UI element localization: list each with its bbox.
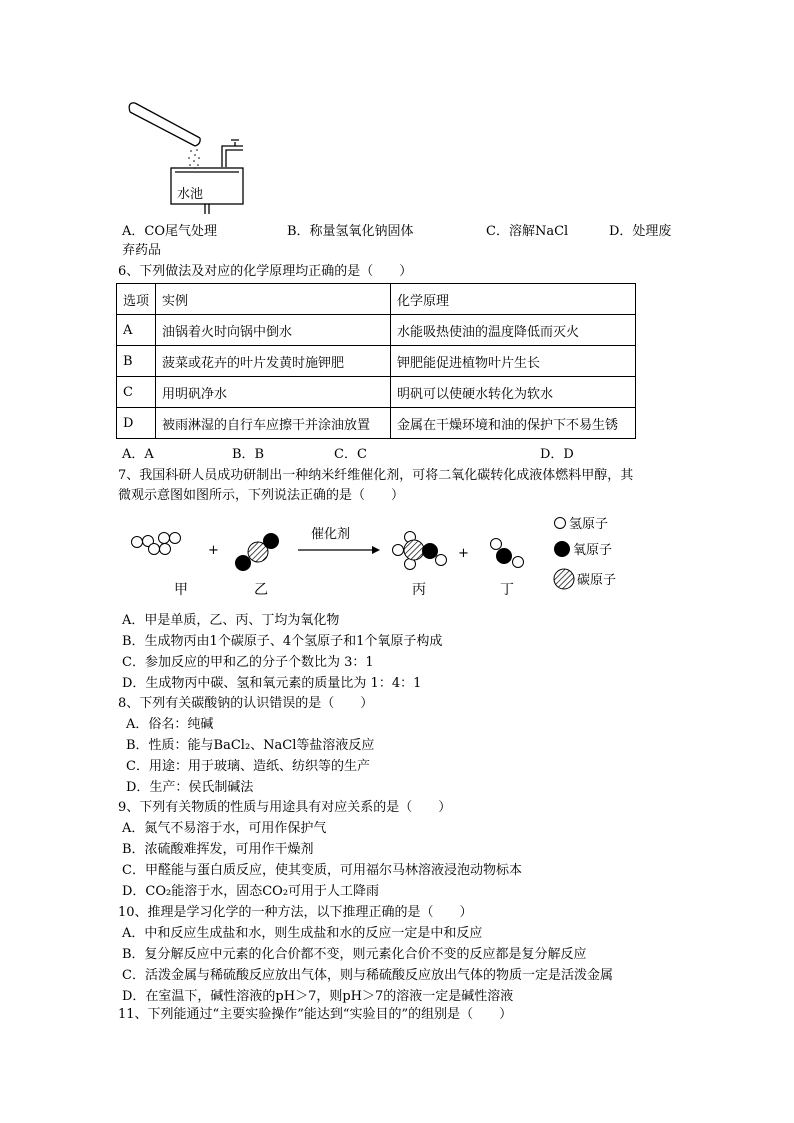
table-cell: 菠菜或花卉的叶片发黄时施钾肥 bbox=[156, 346, 391, 377]
water-molecule-icon bbox=[491, 539, 524, 568]
q9-option-a: A．氮气不易溶于水，可用作保护气 bbox=[122, 821, 327, 836]
carbon-atom-icon bbox=[554, 569, 574, 589]
water-tap-icon bbox=[222, 140, 243, 167]
q7-option-b: B．生成物丙由1个碳原子、4个氢原子和1个氧原子构成 bbox=[122, 634, 443, 649]
q5-option-a: A．CO尾气处理 bbox=[122, 224, 217, 239]
legend bbox=[554, 517, 616, 589]
plus-sign: + bbox=[208, 543, 219, 558]
table-cell: 水能吸热使油的温度降低而灭火 bbox=[391, 315, 636, 346]
table-cell: 明矾可以使硬水转化为软水 bbox=[391, 377, 636, 408]
q9-option-c: C．甲醛能与蛋白质反应，使其变质，可用福尔马林溶液浸泡动物标本 bbox=[122, 863, 522, 878]
q8-option-a: A．俗名：纯碱 bbox=[126, 717, 214, 732]
q6-stem: 6、下列做法及对应的化学原理均正确的是（ ） bbox=[118, 264, 413, 279]
table-row bbox=[117, 346, 636, 377]
plus-sign: + bbox=[458, 546, 469, 561]
q10-option-d: D．在室温下，碱性溶液的pH＞7，则pH＞7的溶液一定是碱性溶液 bbox=[122, 989, 514, 1004]
catalyst-label: 催化剂 bbox=[311, 527, 351, 542]
oxygen-atom-icon bbox=[555, 542, 570, 557]
table-cell: B bbox=[117, 346, 156, 377]
table-header-cell: 选项 bbox=[117, 284, 156, 315]
reactant-jia-label: 甲 bbox=[174, 582, 188, 598]
q7-stem-line1: 7、我国科研人员成功研制出一种纳米纤维催化剂，可将二氧化碳转化成液体燃料甲醇，其 bbox=[118, 468, 634, 483]
q11-stem: 11、下列能通过“主要实验操作”能达到“实验目的”的组别是（ ） bbox=[118, 1007, 513, 1022]
table-cell: 金属在干燥环境和油的保护下不易生锈 bbox=[391, 408, 636, 439]
q6-option-a: A．A bbox=[122, 447, 154, 462]
q7-option-d: D．生成物丙中碳、氢和氧元素的质量比为 1：4：1 bbox=[122, 676, 422, 691]
table-cell: 被雨淋湿的自行车应擦干并涂油放置 bbox=[156, 408, 391, 439]
q10-option-b: B．复分解反应中元素的化合价都不变，则元素化合价不变的反应都是复分解反应 bbox=[122, 947, 587, 962]
table-header-cell: 实例 bbox=[156, 284, 391, 315]
table-cell: 钾肥能促进植物叶片生长 bbox=[391, 346, 636, 377]
table-row bbox=[117, 377, 636, 408]
liquid-drops-icon bbox=[188, 149, 200, 169]
q6-option-c: C．C bbox=[334, 447, 367, 462]
table-header-cell: 化学原理 bbox=[391, 284, 636, 315]
table-cell: 油锅着火时向锅中倒水 bbox=[156, 315, 391, 346]
q9-option-d: D．CO₂能溶于水，固态CO₂可用于人工降雨 bbox=[122, 884, 380, 899]
q6-option-d: D．D bbox=[540, 447, 574, 462]
table-cell: 用明矾净水 bbox=[156, 377, 391, 408]
waste-disposal-figure bbox=[125, 98, 255, 216]
legend-carbon: 碳原子 bbox=[577, 573, 617, 588]
product-bing-label: 丙 bbox=[412, 582, 426, 598]
q10-stem: 10、推理是学习化学的一种方法，以下推理正确的是（ ） bbox=[118, 905, 473, 920]
legend-oxygen: 氧原子 bbox=[573, 543, 613, 558]
q6-table bbox=[116, 283, 636, 439]
q7-stem-line2: 微观示意图如图所示，下列说法正确的是（ ） bbox=[118, 488, 405, 503]
table-row bbox=[117, 408, 636, 439]
carbon-dioxide-molecule-icon bbox=[236, 534, 279, 571]
product-ding-label: 丁 bbox=[500, 582, 514, 598]
q5-option-c: C．溶解NaCl bbox=[486, 224, 569, 239]
table-header-row bbox=[117, 284, 636, 315]
q9-stem: 9、下列有关物质的性质与用途具有对应关系的是（ ） bbox=[118, 800, 452, 815]
legend-hydrogen: 氢原子 bbox=[569, 517, 609, 532]
sink-label: 水池 bbox=[177, 187, 204, 202]
q9-option-b: B．浓硫酸难挥发，可用作干燥剂 bbox=[122, 842, 314, 857]
q7-option-a: A．甲是单质，乙、丙、丁均为氧化物 bbox=[122, 613, 340, 628]
q5-option-d-continued: 弃药品 bbox=[122, 243, 162, 258]
hydrogen-molecules-icon bbox=[132, 533, 181, 555]
methanol-molecule-icon bbox=[393, 532, 447, 570]
reaction-arrow-icon bbox=[298, 546, 380, 554]
q8-option-d: D．生产：侯氏制碱法 bbox=[126, 780, 254, 795]
reaction-diagram bbox=[128, 508, 648, 608]
q10-option-c: C．活泼金属与稀硫酸反应放出气体，则与稀硫酸反应放出气体的物质一定是活泼金属 bbox=[122, 968, 613, 983]
table-cell: C bbox=[117, 377, 156, 408]
q6-option-b: B．B bbox=[232, 447, 265, 462]
test-tube-icon bbox=[129, 103, 200, 146]
q8-option-b: B．性质：能与BaCl₂、NaCl等盐溶液反应 bbox=[126, 738, 375, 753]
table-row bbox=[117, 315, 636, 346]
q5-option-d: D．处理废 bbox=[609, 224, 672, 239]
q7-option-c: C．参加反应的甲和乙的分子个数比为 3：1 bbox=[122, 655, 374, 670]
q5-option-b: B．称量氢氧化钠固体 bbox=[287, 224, 414, 239]
reactant-yi-label: 乙 bbox=[254, 582, 268, 598]
table-cell: D bbox=[117, 408, 156, 439]
hydrogen-atom-icon bbox=[555, 518, 566, 529]
q10-option-a: A．中和反应生成盐和水，则生成盐和水的反应一定是中和反应 bbox=[122, 926, 483, 941]
q8-stem: 8、下列有关碳酸钠的认识错误的是（ ） bbox=[118, 696, 374, 711]
q8-option-c: C．用途：用于玻璃、造纸、纺织等的生产 bbox=[126, 759, 370, 774]
table-cell: A bbox=[117, 315, 156, 346]
